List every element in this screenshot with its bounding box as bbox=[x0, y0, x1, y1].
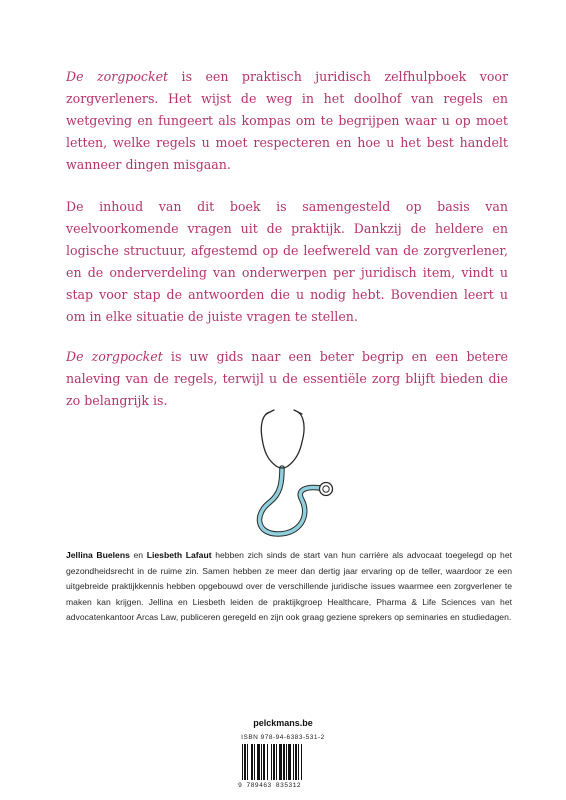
author-name-2: Liesbeth Lafaut bbox=[146, 550, 212, 560]
book-title-italic: De zorgpocket bbox=[66, 69, 169, 84]
stethoscope-icon bbox=[240, 408, 340, 538]
author-bio bbox=[66, 548, 512, 626]
author-name-1: Jellina Buelens bbox=[66, 550, 130, 560]
bio-conjunction: en bbox=[129, 550, 147, 560]
intro-paragraph-3 bbox=[66, 346, 508, 412]
barcode bbox=[242, 744, 326, 780]
barcode-block bbox=[238, 734, 328, 792]
book-title-italic: De zorgpocket bbox=[66, 349, 163, 364]
intro-paragraph-1-text: is een praktisch juridisch zelfhulpboek voor zorgverleners. Het wijst de weg in het doolhof van regels en wetgeving en fungeert als kompas om te begrijpen waar u op moet letten, welke regels u moet respecteren en hoe u het best handelt wanneer dingen misgaan. bbox=[66, 69, 509, 172]
bio-text: hebben zich sinds de start van hun carrière als advocaat toegelegd op het gezondheidsrecht in de ruime zin. Samen hebben ze meer dan dertig jaar ervaring op de teller, waardoor ze een uitgebreide praktijkkennis hebben opgebouwd over de verschillende juridische issues waarmee een zorgverlener te maken kan krijgen. Jellina en Liesbeth leiden de praktijkgroep Healthcare, Pharma & Life Sciences van het advocatenkantoor Arcas Law, publiceren geregeld en zijn ook graag geziene sprekers op seminaries en studiedagen. bbox=[66, 550, 512, 623]
intro-paragraph-2: De inhoud van dit boek is samengesteld op basis van veelvoorkomende vragen uit de praktijk. Dankzij de heldere en logische structuur, afgestemd op de leefwereld van de zorgverlener, en de onderverdeling van onderwerpen per juridisch item, vindt u stap voor stap de antwoorden die u nodig hebt. Bovendien leert u om in elke situatie de juiste vragen te stellen. bbox=[66, 199, 508, 324]
publisher-url: pelckmans.be bbox=[253, 718, 313, 728]
isbn-label: ISBN 978-94-6383-531-2 bbox=[241, 734, 325, 741]
barcode-digits: 9 789463 835312 bbox=[238, 782, 302, 789]
intro-paragraph-1 bbox=[66, 66, 508, 176]
intro-paragraph-3-text: is uw gids naar een beter begrip en een betere naleving van de regels, terwijl u de essentiële zorg blijft bieden die zo belangrijk is. bbox=[66, 349, 508, 408]
